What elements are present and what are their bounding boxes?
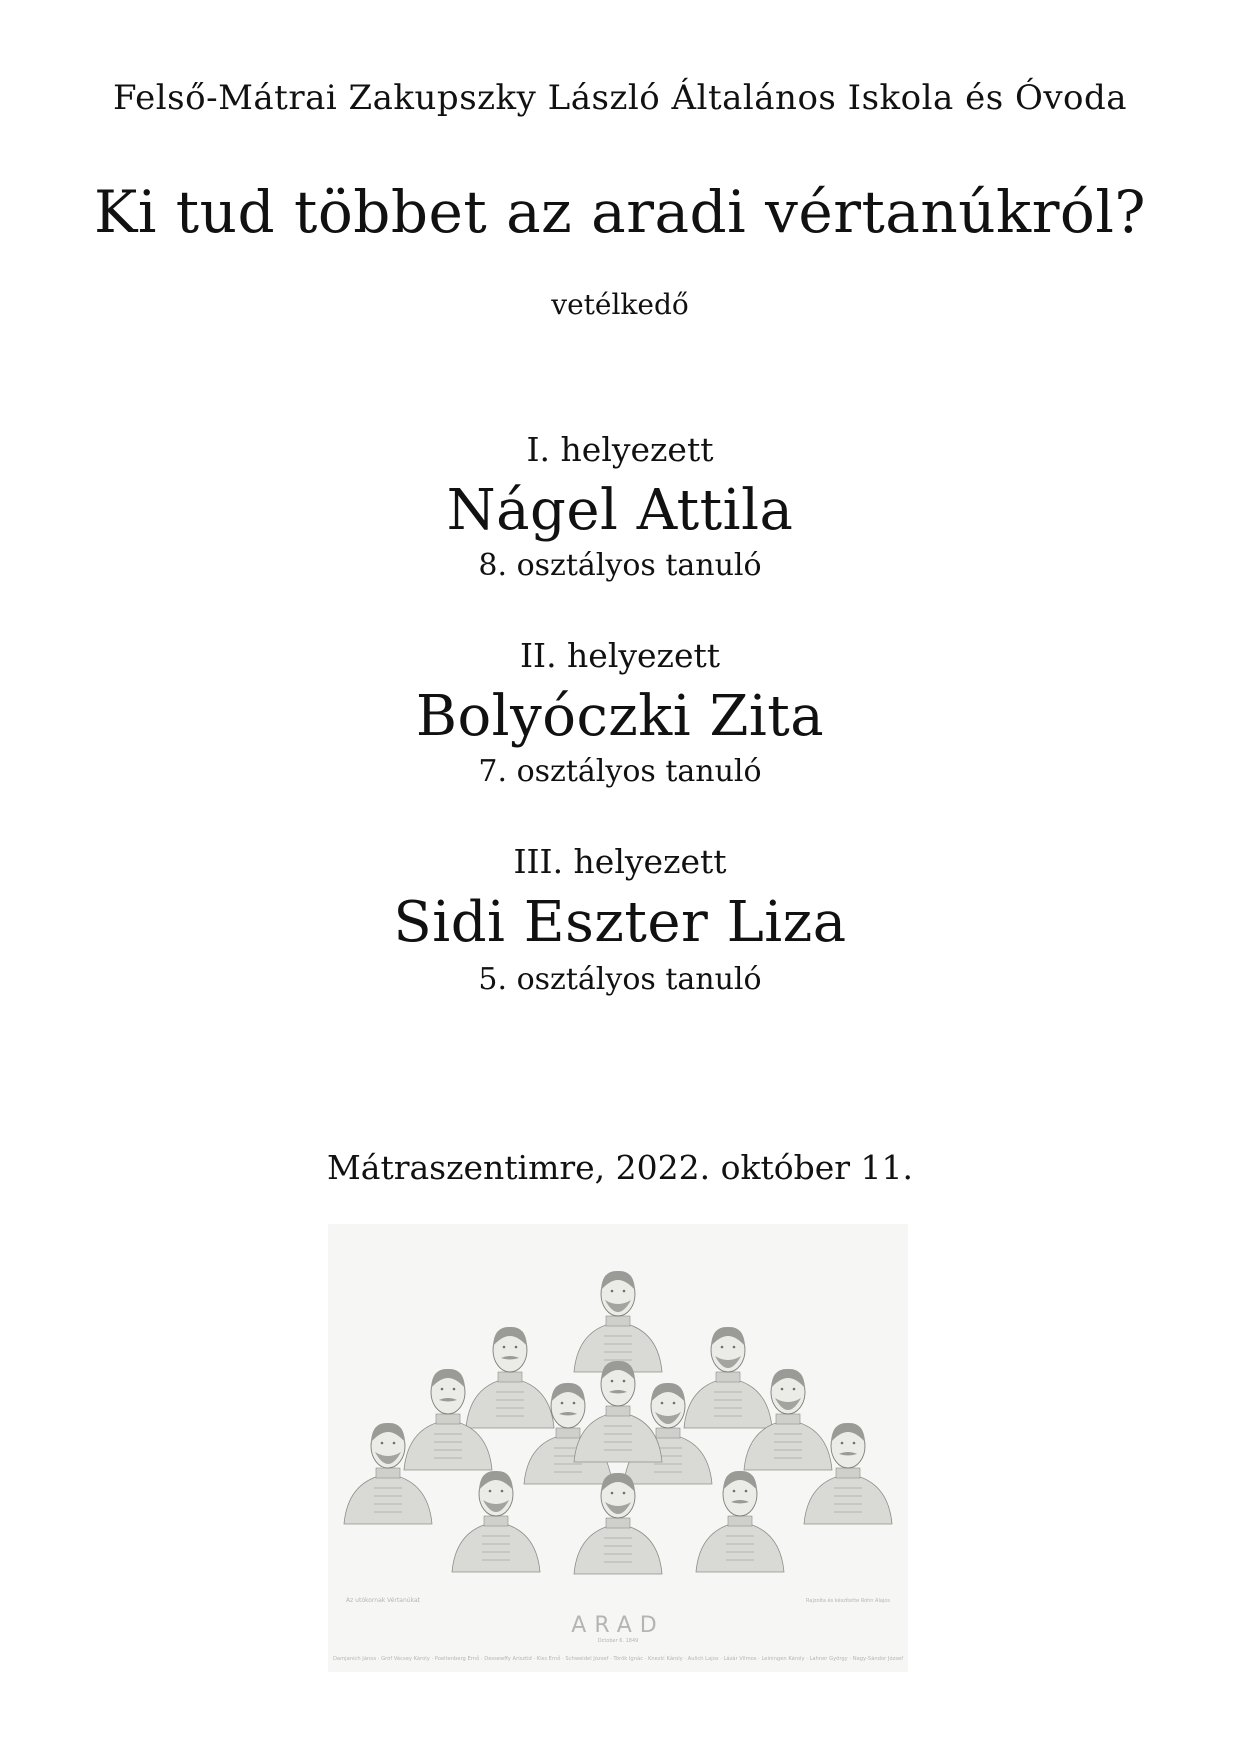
second-place-label: II. helyezett (520, 636, 720, 675)
engraving-right-credit: Rajzolta és készítette Rohn Alajos (806, 1598, 890, 1604)
martyrs-engraving (328, 1224, 908, 1672)
first-place-name: Nágel Attila (446, 478, 794, 543)
school-name: Felső-Mátrai Zakupszky László Általános Iskola és Óvoda (112, 78, 1128, 118)
first-place-class: 8. osztályos tanuló (478, 548, 762, 583)
third-place-label: III. helyezett (513, 842, 727, 881)
event-type: vetélkedő (551, 288, 689, 321)
place-and-date: Mátraszentimre, 2022. október 11. (326, 1148, 914, 1187)
third-place-class: 5. osztályos tanuló (478, 962, 762, 997)
second-place-class: 7. osztályos tanuló (478, 754, 762, 789)
engraving-names: Damjanich János · Gróf Vécsey Károly · Poeltenberg Ernő · Dessewffy Arisztid · Kiss Ernő · Schweidel József · Török Ignác · Knezić Károly · Aulich Lajos · Lázár Vilmos · Leiningen Károly · Lahner György · Nagy-Sándor József (332, 1656, 904, 1662)
second-place-name: Bolyóczki Zita (415, 684, 825, 749)
engraving-sub-caption: October 6. 1849 (597, 1638, 639, 1644)
engraving-illustration (328, 1224, 908, 1672)
third-place-name: Sidi Eszter Liza (393, 890, 847, 955)
engraving-left-credit: Az utókornak Vértanúkat (346, 1597, 420, 1604)
engraving-caption: ARAD (571, 1613, 665, 1638)
page-title: Ki tud többet az aradi vértanúkról? (93, 178, 1146, 246)
first-place-label: I. helyezett (526, 430, 714, 469)
